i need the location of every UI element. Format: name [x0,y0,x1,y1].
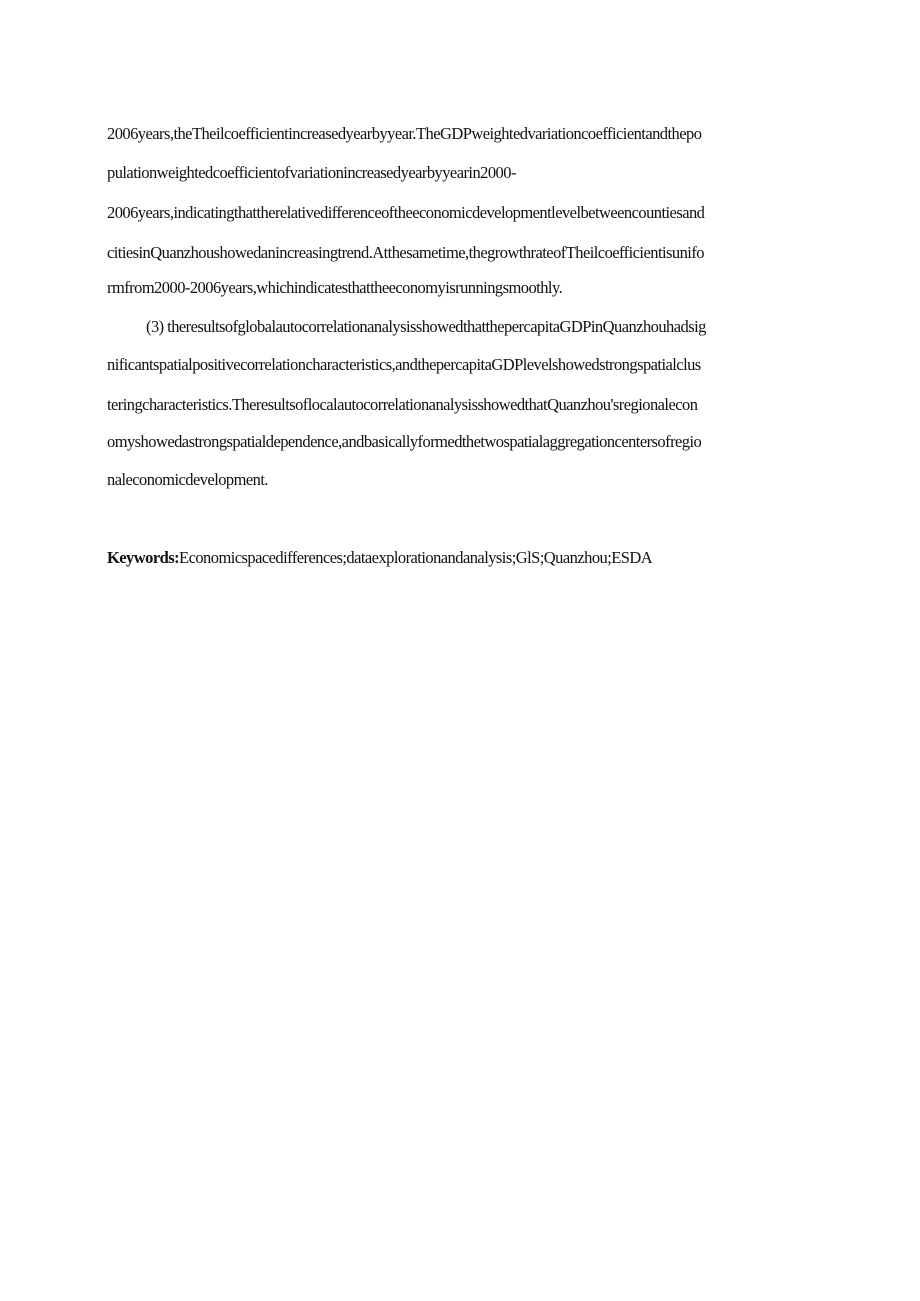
abstract-line: naleconomicdevelopment. [107,470,268,489]
abstract-line: omyshowedastrongspatialdependence,andbasicallyformedthetwospatialaggregationcentersofregio [107,432,702,451]
abstract-line: teringcharacteristics.TheresultsoflocalautocorrelationanalysisshowedthatQuanzhou'sregionalecon [107,395,698,414]
abstract-line: nificantspatialpositivecorrelationcharacteristics,andthepercapitaGDPlevelshowedstrongspatialclus [107,355,701,374]
keywords-text: Economicspacedifferences;dataexplorationandanalysis;GlS;Quanzhou;ESDA [179,548,653,567]
abstract-line: pulationweightedcoefficientofvariationincreasedyearbyyearin2000- [107,163,516,182]
keywords-line [107,548,652,568]
keywords-label: Keywords: [107,548,180,567]
abstract-line: citiesinQuanzhoushowedanincreasingtrend.Atthesametime,thegrowthrateofTheilcoefficientisunifo [107,243,704,262]
abstract-line: (3) theresultsofglobalautocorrelationanalysisshowedthatthepercapitaGDPinQuanzhouhadsig [146,317,706,336]
abstract-line: rmfrom2000-2006years,whichindicatesthattheeconomyisrunningsmoothly. [107,278,563,297]
abstract-line: 2006years,theTheilcoefficientincreasedyearbyyear.TheGDPweightedvariationcoefficientandthepo [107,124,702,143]
abstract-line: 2006years,indicatingthattherelativedifferenceoftheeconomicdevelopmentlevelbetweencountiesand [107,203,705,222]
